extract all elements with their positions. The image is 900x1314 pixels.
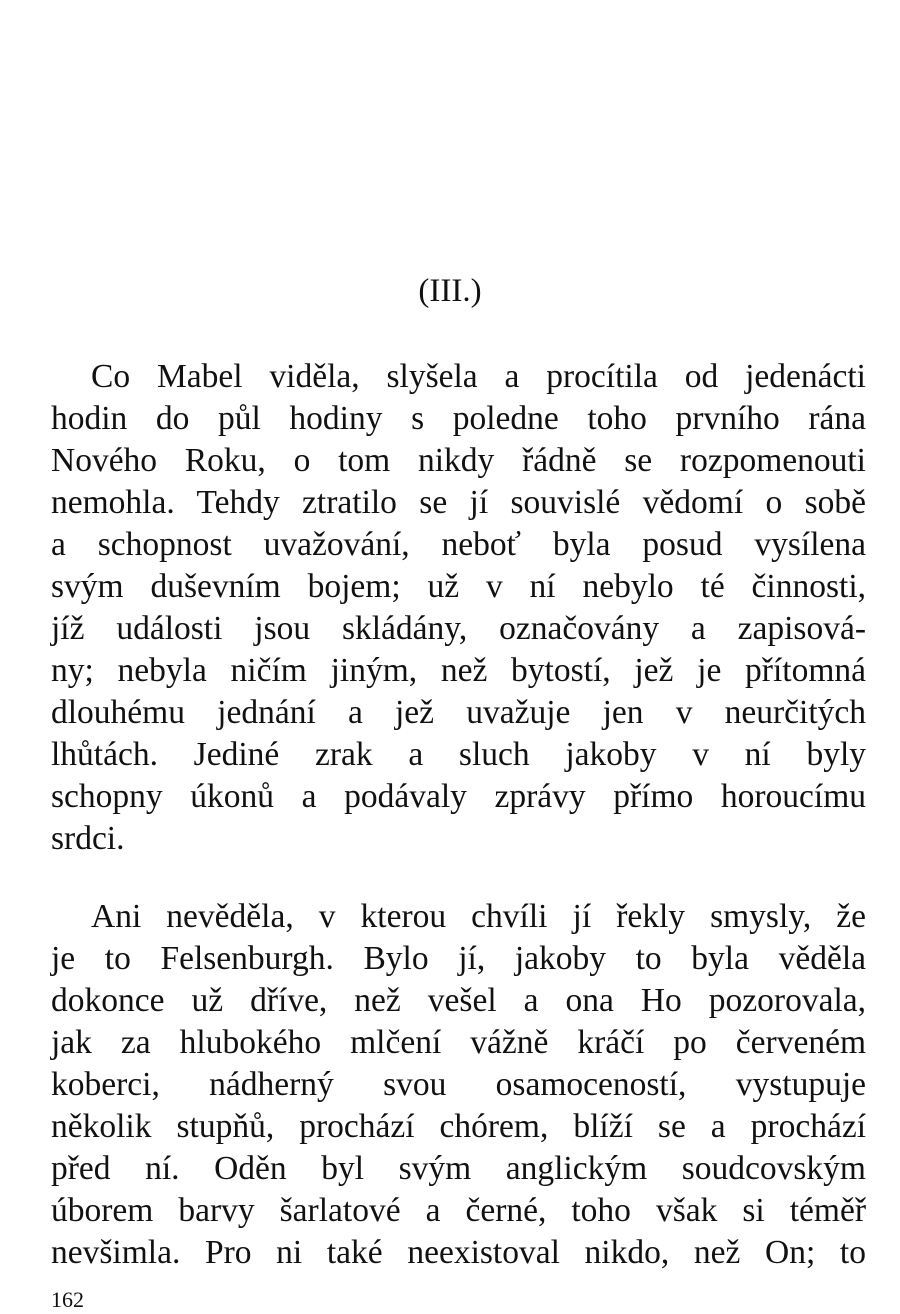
paragraph-line: nevšimla. Pro ni také neexistoval nikdo, než On; to [51,1234,866,1271]
paragraph-line: jíž události jsou skládány, označovány a zapisová- [51,610,866,647]
paragraph-line: Ani nevěděla, v kterou chvíli jí řekly smysly, že [91,898,866,935]
paragraph-line: Nového Roku, o tom nikdy řádně se rozpomenouti [51,442,866,479]
paragraph-line: několik stupňů, prochází chórem, blíží se a prochází [51,1108,866,1145]
paragraph-2 [51,896,866,1274]
paragraph-line: koberci, nádherný svou osamoceností, vystupuje [51,1066,866,1103]
paragraph-line: schopny úkonů a podávaly zprávy přímo horoucímu [51,778,866,815]
paragraph-line: Co Mabel viděla, slyšela a procítila od jedenácti [91,358,866,395]
paragraph-line: ny; nebyla ničím jiným, než bytostí, jež je přítomná [51,652,866,689]
page-number: 162 [51,1287,84,1312]
paragraph-line: dokonce už dříve, než vešel a ona Ho pozorovala, [51,982,866,1019]
paragraph-line: srdci. [51,820,125,857]
paragraph-line: úborem barvy šarlatové a černé, toho však si téměř [51,1192,866,1229]
paragraph-line: svým duševním bojem; už v ní nebylo té činnosti, [51,568,866,605]
paragraph-line: nemohla. Tehdy ztratilo se jí souvislé vědomí o sobě [51,484,866,521]
paragraph-line: jak za hlubokého mlčení vážně kráčí po červeném [51,1024,866,1061]
paragraph-line: a schopnost uvažování, neboť byla posud vysílena [51,526,866,563]
paragraph-line: lhůtách. Jediné zrak a sluch jakoby v ní byly [51,736,866,773]
paragraph-1 [51,356,866,860]
paragraph-line: je to Felsenburgh. Bylo jí, jakoby to byla věděla [51,940,866,977]
paragraph-line: před ní. Oděn byl svým anglickým soudcovským [51,1150,866,1187]
paragraph-line: hodin do půl hodiny s poledne toho prvního rána [51,400,866,437]
paragraph-line: dlouhému jednání a jež uvažuje jen v neurčitých [51,694,866,731]
chapter-heading: (III.) [418,273,482,309]
